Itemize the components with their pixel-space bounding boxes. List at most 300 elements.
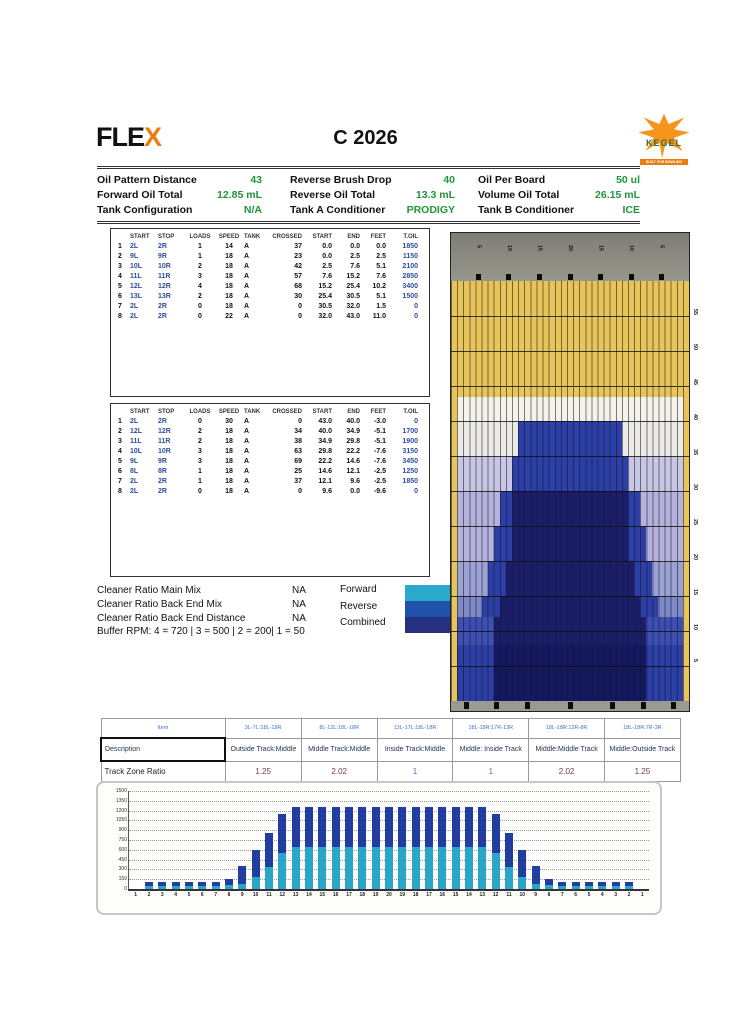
bar-reverse-segment	[532, 866, 540, 884]
bar-forward-segment	[345, 847, 353, 889]
pass-header-cell: T.OIL	[403, 233, 418, 240]
pass-cell: 2	[198, 437, 202, 445]
stacked-bar	[572, 882, 580, 889]
pass-cell: 14	[225, 242, 233, 250]
zone-cell: 1.25	[604, 761, 680, 782]
pass-cell: A	[244, 272, 250, 280]
pin-deck-marker	[598, 274, 603, 280]
flex-logo-x: X	[144, 122, 162, 152]
zone-cell: 2.02	[529, 761, 605, 782]
pin-deck-board-number: 5	[475, 245, 482, 249]
info-pair	[290, 189, 455, 201]
cleaner-ratio-block	[97, 583, 357, 625]
oil-band-segment	[646, 526, 683, 561]
x-axis-label: 7	[214, 892, 218, 898]
pass-header-cell: LOADS	[189, 408, 211, 415]
bar-forward-segment	[438, 847, 446, 889]
pass-cell: 18	[225, 457, 233, 465]
pass-cell: -3.0	[373, 417, 386, 425]
pass-cell: 2L	[130, 477, 139, 485]
x-axis-label: 10	[519, 892, 526, 898]
pass-cell: 22	[225, 312, 233, 320]
pass-cell: 12R	[158, 427, 171, 435]
oil-band-segment	[482, 596, 500, 617]
distance-gridline	[451, 526, 689, 527]
pass-header-cell: FEET	[370, 233, 386, 240]
pass-row	[117, 426, 419, 436]
oil-legend-labels	[340, 584, 386, 634]
stacked-bar	[145, 882, 153, 889]
pass-cell: 0	[198, 312, 202, 320]
pass-table-forward	[110, 228, 430, 397]
pass-cell: 7.6	[350, 262, 360, 270]
pass-cell: 14.6	[346, 457, 360, 465]
approach-dot	[610, 702, 615, 709]
stacked-bar	[212, 882, 220, 889]
pass-cell: A	[244, 262, 250, 270]
pass-cell: 8L	[130, 467, 139, 475]
pass-header-cell: TANK	[244, 408, 261, 415]
pass-cell: 32.0	[346, 302, 360, 310]
pass-cell: 18	[225, 302, 233, 310]
bar-forward-segment	[292, 847, 300, 889]
info-label: Forward Oil Total	[97, 188, 183, 201]
stacked-bar	[318, 807, 326, 889]
lane-foul-strip	[451, 701, 689, 711]
zone-cell: Item	[101, 719, 225, 739]
x-axis-label: 1	[134, 892, 138, 898]
pass-cell: 43.0	[318, 417, 332, 425]
bar-forward-segment	[238, 884, 246, 889]
pass-cell: 8R	[158, 467, 167, 475]
stacked-bar	[532, 866, 540, 889]
x-axis-label: 8	[227, 892, 231, 898]
bar-reverse-segment	[398, 807, 406, 847]
info-pair	[290, 174, 455, 186]
legend-swatch	[405, 601, 452, 617]
oil-band-segment	[628, 526, 646, 561]
pass-cell: 42	[294, 262, 302, 270]
oil-band-segment	[451, 281, 689, 397]
bar-forward-segment	[518, 877, 526, 889]
approach-dot	[494, 702, 499, 709]
pass-cell: 10L	[130, 447, 143, 455]
distance-label: 25	[692, 519, 698, 526]
y-axis-label: 0	[124, 886, 127, 892]
distance-gridline	[451, 421, 689, 422]
pass-cell: 0	[298, 302, 302, 310]
stacked-bar	[252, 850, 260, 889]
pass-cell: 32.0	[318, 312, 332, 320]
pass-cell: 3	[198, 272, 202, 280]
zone-row	[101, 738, 680, 761]
distance-label: 15	[692, 589, 698, 596]
pass-cell: 3	[118, 262, 122, 270]
y-gridline	[129, 801, 649, 802]
distance-label: 35	[692, 449, 698, 456]
info-value: 26.15 mL	[595, 188, 640, 201]
y-gridline	[129, 791, 649, 792]
pass-header-cell: START	[130, 233, 150, 240]
distance-gridline	[451, 596, 689, 597]
info-value: 13.3 mL	[415, 188, 455, 201]
x-axis-label: 3	[614, 892, 618, 898]
oil-band-segment	[628, 491, 640, 526]
pass-cell: -7.6	[373, 457, 386, 465]
pin-deck-marker	[537, 274, 542, 280]
pass-cell: 0	[198, 302, 202, 310]
stacked-bar	[385, 807, 393, 889]
pass-cell: A	[244, 487, 250, 495]
pass-cell: A	[244, 302, 250, 310]
pass-row	[117, 486, 419, 496]
stacked-bar	[465, 807, 473, 889]
stacked-bar	[452, 807, 460, 889]
info-label: Tank A Conditioner	[290, 203, 386, 216]
pass-row	[117, 241, 419, 251]
pass-cell: 0	[414, 302, 418, 310]
x-axis-label: 6	[574, 892, 578, 898]
pin-deck-board-number: 10	[628, 245, 635, 252]
pass-cell: 14.6	[318, 467, 332, 475]
approach-dot	[671, 702, 676, 709]
pass-cell: 9L	[130, 457, 139, 465]
pass-cell: 9L	[130, 252, 139, 260]
pass-header-cell: SPEED	[218, 408, 240, 415]
info-pair	[290, 204, 455, 216]
approach-dot	[464, 702, 469, 709]
pass-cell: 3450	[402, 457, 418, 465]
pass-cell: 1	[118, 242, 122, 250]
approach-dot	[568, 702, 573, 709]
pass-cell: -5.1	[373, 437, 386, 445]
bar-reverse-segment	[492, 814, 500, 853]
zone-cell: 18L-18R:17R-13R	[453, 719, 529, 739]
pass-cell: 0.0	[322, 252, 332, 260]
x-axis-label: 11	[266, 892, 272, 898]
pass-cell: A	[244, 282, 250, 290]
stacked-bar	[438, 807, 446, 889]
x-axis-label: 12	[492, 892, 499, 898]
stacked-bar	[625, 882, 633, 889]
zone-cell: Middle:Middle Track	[529, 738, 605, 761]
info-label: Oil Per Board	[478, 173, 546, 186]
pass-cell: 25	[294, 467, 302, 475]
zone-row	[101, 761, 680, 782]
x-axis-label: 4	[174, 892, 178, 898]
stacked-bar	[238, 866, 246, 889]
bar-forward-segment	[558, 886, 566, 889]
bar-reverse-segment	[385, 807, 393, 847]
bar-forward-segment	[318, 847, 326, 889]
chart-plot-area	[115, 788, 649, 898]
stacked-bar	[518, 850, 526, 889]
pass-cell: 2L	[130, 302, 139, 310]
oil-band-segment	[646, 645, 683, 701]
oil-band-segment	[683, 456, 689, 491]
pass-cell: 34.9	[346, 427, 360, 435]
distance-gridline	[451, 456, 689, 457]
info-pair	[97, 174, 262, 186]
pass-cell: 25.4	[346, 282, 360, 290]
pass-cell: 6	[118, 467, 122, 475]
zone-row	[101, 719, 680, 739]
pass-cell: 7.6	[376, 272, 386, 280]
stacked-bar	[412, 807, 420, 889]
pass-cell: 9.6	[350, 477, 360, 485]
pass-row	[117, 446, 419, 456]
bar-forward-segment	[145, 886, 153, 889]
info-label: Reverse Oil Total	[290, 188, 376, 201]
bar-reverse-segment	[478, 807, 486, 847]
pass-cell: 63	[294, 447, 302, 455]
info-pair	[478, 204, 640, 216]
bar-reverse-segment	[358, 807, 366, 847]
page-title: C 2026	[333, 127, 398, 149]
pass-cell: 68	[294, 282, 302, 290]
pass-table-reverse	[110, 403, 430, 577]
pass-cell: -5.1	[373, 427, 386, 435]
pass-cell: 3	[198, 457, 202, 465]
stacked-bar	[545, 879, 553, 889]
legend-swatch	[405, 585, 452, 601]
pin-deck-marker	[568, 274, 573, 280]
bar-forward-segment	[545, 885, 553, 889]
cleaner-label: Cleaner Ratio Back End Mix	[97, 598, 223, 610]
pass-cell: 8	[118, 487, 122, 495]
distance-gridline	[451, 666, 689, 667]
pass-cell: 2L	[130, 487, 139, 495]
bar-forward-segment	[585, 886, 593, 889]
oil-band-segment	[683, 561, 689, 596]
x-axis-label: 9	[534, 892, 538, 898]
pass-cell: 12.1	[318, 477, 332, 485]
y-axis-label: 150	[118, 876, 127, 883]
pass-cell: 1500	[402, 292, 418, 300]
zone-cell: 13L-17L:18L-18R	[377, 719, 453, 739]
kegel-logo	[636, 112, 692, 170]
oil-legend-swatches	[405, 585, 452, 633]
flex-logo-text: FLE	[96, 122, 144, 152]
pass-cell: 2L	[130, 312, 139, 320]
bar-reverse-segment	[438, 807, 446, 847]
oil-band-segment	[457, 596, 481, 617]
pass-cell: 3400	[402, 282, 418, 290]
pass-cell: 30	[225, 417, 233, 425]
pass-header-cell: FEET	[370, 408, 386, 415]
pass-cell: 7.6	[322, 272, 332, 280]
oil-band	[451, 491, 689, 526]
pass-cell: 9R	[158, 457, 167, 465]
x-axis-label: 18	[359, 892, 366, 898]
pass-cell: 30	[294, 292, 302, 300]
pass-cell: 10L	[130, 262, 143, 270]
pass-cell: 4	[198, 282, 202, 290]
pin-deck-board-number: 15	[536, 245, 543, 252]
y-axis-label: 1050	[115, 817, 127, 824]
pass-header-cell: END	[347, 233, 360, 240]
x-axis-label: 5	[587, 892, 591, 898]
oil-band-segment	[683, 645, 689, 701]
pass-cell: 18	[225, 252, 233, 260]
pass-cell: 43.0	[346, 312, 360, 320]
oil-band-segment	[457, 491, 500, 526]
zone-cell: 1	[377, 761, 453, 782]
pass-cell: -7.6	[373, 447, 386, 455]
pass-header-cell: CROSSED	[272, 408, 302, 415]
oil-band-segment	[500, 491, 512, 526]
pass-cell: 15.2	[346, 272, 360, 280]
pass-cell: 2	[118, 252, 122, 260]
pass-cell: 5	[118, 282, 122, 290]
oil-band-segment	[457, 397, 683, 422]
pass-cell: 22.2	[318, 457, 332, 465]
x-axis-label: 18	[412, 892, 419, 898]
info-pair	[478, 174, 640, 186]
y-axis-label: 300	[118, 866, 127, 873]
pass-row	[117, 251, 419, 261]
pass-cell: 2.5	[322, 262, 332, 270]
zone-cell: 2.02	[301, 761, 377, 782]
bar-reverse-segment	[412, 807, 420, 847]
pass-cell: 13L	[130, 292, 143, 300]
oil-band-segment	[457, 561, 488, 596]
pass-header-cell	[117, 407, 129, 416]
zone-cell: 18L-18R:12R-8R	[529, 719, 605, 739]
pass-cell: 0	[198, 417, 202, 425]
oil-band	[451, 561, 689, 596]
pass-cell: 13R	[158, 292, 171, 300]
pass-cell: 0	[198, 487, 202, 495]
x-axis-label: 17	[346, 892, 352, 898]
oil-band-segment	[683, 491, 689, 526]
pass-cell: 18	[225, 427, 233, 435]
pass-cell: 34	[294, 427, 302, 435]
oil-band-segment	[512, 456, 628, 491]
info-pair	[97, 189, 262, 201]
cleaner-row	[97, 583, 357, 597]
info-label: Volume Oil Total	[478, 188, 560, 201]
x-axis-label: 14	[466, 892, 472, 898]
pass-cell: 1	[198, 467, 202, 475]
bar-forward-segment	[398, 847, 406, 889]
pass-header-cell	[117, 232, 129, 241]
pass-cell: 2	[118, 427, 122, 435]
pass-cell: A	[244, 437, 250, 445]
legend-label: Reverse	[340, 600, 378, 612]
pass-header-row	[117, 407, 419, 416]
pass-row	[117, 271, 419, 281]
pin-deck-board-number: 20	[567, 245, 573, 252]
pass-cell: 2	[198, 262, 202, 270]
pass-row	[117, 281, 419, 291]
x-axis-label: 20	[386, 892, 392, 898]
pass-cell: 4	[118, 447, 122, 455]
oil-band-segment	[634, 561, 652, 596]
pass-cell: 18	[225, 262, 233, 270]
pass-cell: 37	[294, 477, 302, 485]
pass-cell: 0	[414, 312, 418, 320]
stacked-bar	[372, 807, 380, 889]
distance-gridline	[451, 316, 689, 317]
pass-cell: 2	[198, 427, 202, 435]
pass-cell: 25.4	[318, 292, 332, 300]
oil-band-segment	[457, 456, 512, 491]
oil-band-segment	[457, 645, 494, 701]
pass-cell: 8	[118, 312, 122, 320]
stacked-bar	[185, 882, 193, 889]
info-row	[97, 172, 640, 187]
y-axis-label: 900	[118, 827, 127, 834]
info-label: Tank B Conditioner	[478, 203, 575, 216]
pass-cell: A	[244, 417, 250, 425]
pass-cell: 11R	[158, 437, 171, 445]
bar-forward-segment	[172, 886, 180, 889]
approach-dot	[525, 702, 530, 709]
info-row	[97, 187, 640, 202]
distance-label: 45	[692, 379, 698, 386]
stacked-bar	[598, 882, 606, 889]
oil-band-segment	[457, 421, 518, 456]
pass-table	[117, 407, 419, 496]
bar-reverse-segment	[465, 807, 473, 847]
oil-band-segment	[628, 456, 683, 491]
pass-cell: 1700	[402, 427, 418, 435]
oil-band	[451, 456, 689, 491]
pass-cell: 1250	[402, 467, 418, 475]
pass-cell: 18	[225, 282, 233, 290]
bar-forward-segment	[252, 877, 260, 889]
cleaner-value: NA	[292, 612, 306, 624]
stacked-bar	[345, 807, 353, 889]
oil-band-segment	[488, 561, 506, 596]
x-axis-label: 4	[600, 892, 604, 898]
x-axis-label: 13	[292, 892, 299, 898]
x-axis-label: 2	[147, 892, 151, 898]
oil-band-segment	[622, 421, 683, 456]
bar-forward-segment	[358, 847, 366, 889]
info-value: 43	[250, 173, 262, 186]
pass-cell: 57	[294, 272, 302, 280]
pin-deck-board-number: 5	[658, 245, 665, 249]
pass-cell: 0.0	[350, 487, 360, 495]
bar-forward-segment	[412, 847, 420, 889]
oil-band	[451, 526, 689, 561]
oil-band-segment	[512, 491, 628, 526]
oil-band	[451, 596, 689, 617]
stacked-bar	[265, 833, 273, 889]
bar-forward-segment	[625, 886, 633, 889]
x-axis-label: 9	[240, 892, 244, 898]
track-zone-table	[100, 718, 681, 782]
distance-label: 50	[692, 344, 698, 351]
distance-gridline	[451, 351, 689, 352]
approach-dot	[641, 702, 646, 709]
info-table	[97, 166, 640, 224]
bar-forward-segment	[505, 867, 513, 889]
x-axis-label: 15	[319, 892, 326, 898]
x-axis-label: 10	[252, 892, 259, 898]
bar-forward-segment	[332, 847, 340, 889]
oil-band-segment	[658, 596, 682, 617]
pass-cell: 5.1	[376, 262, 386, 270]
zone-cell: 18L-18R:7R-3R	[604, 719, 680, 739]
pass-cell: 30.5	[346, 292, 360, 300]
pass-cell: 2.5	[376, 252, 386, 260]
x-axis-label: 1	[640, 892, 644, 898]
stacked-bar	[278, 814, 286, 889]
pass-cell: 4	[118, 272, 122, 280]
